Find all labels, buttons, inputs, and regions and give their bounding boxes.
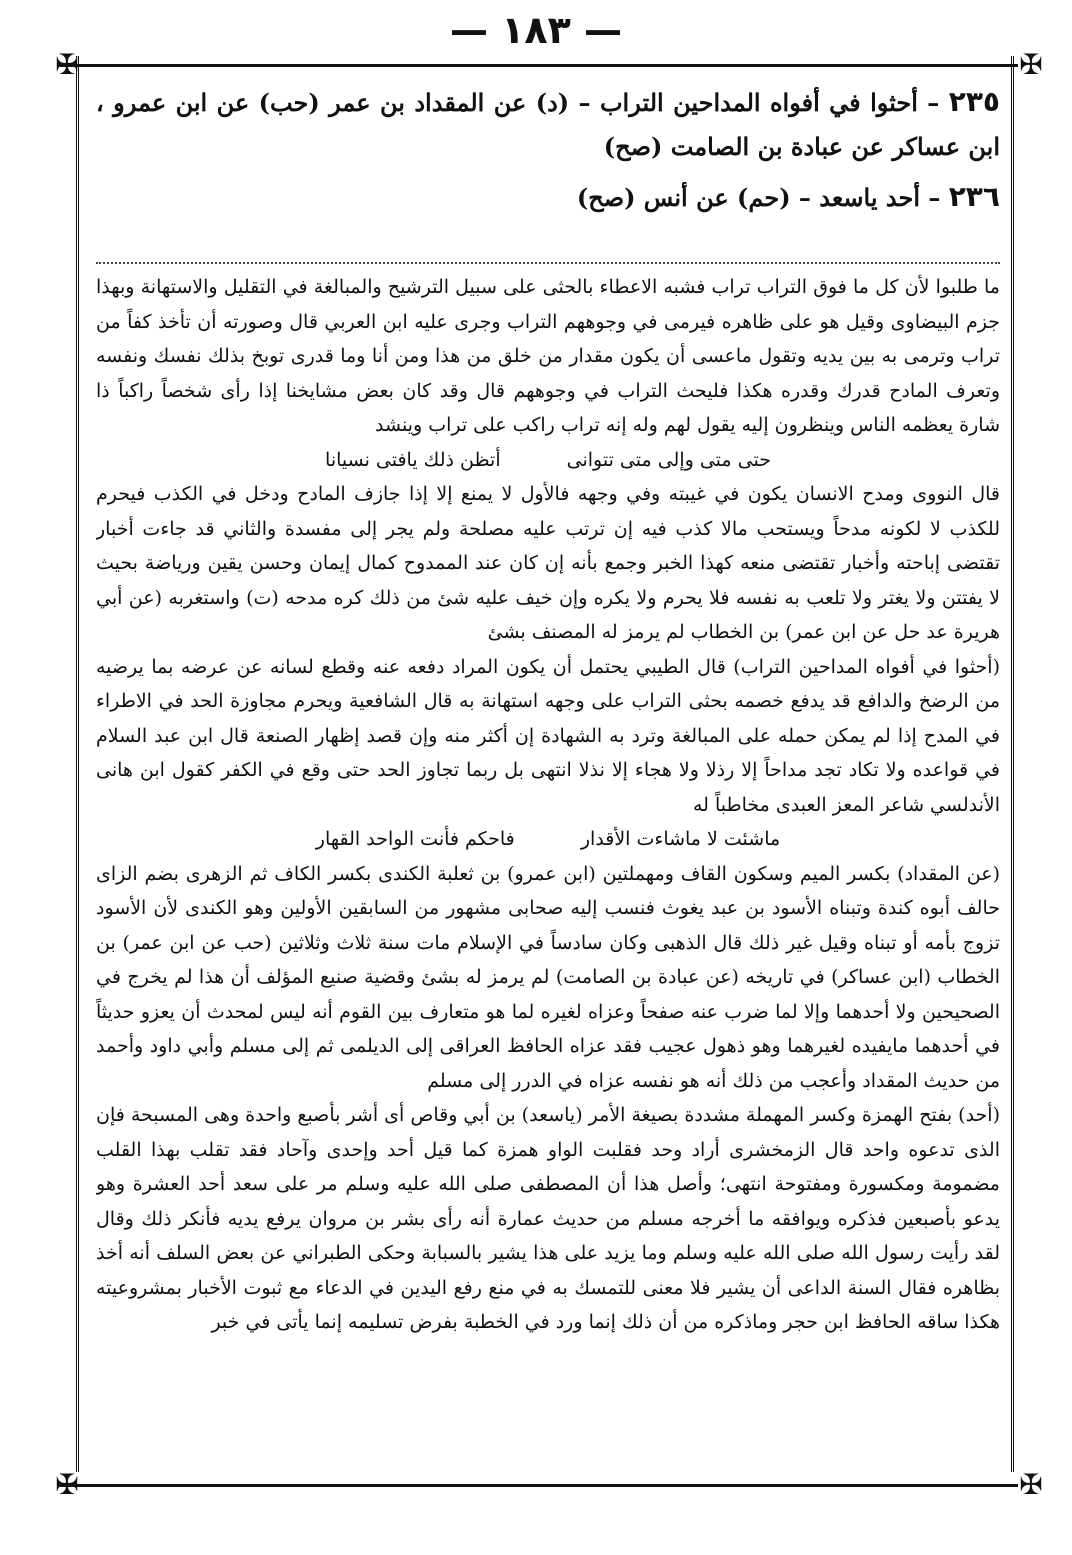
verse-hemistich: فاحكم فأنت الواحد القهار (315, 828, 515, 850)
poem-verse (96, 443, 1000, 478)
commentary-paragraph: (عن المقداد) بكسر الميم وسكون القاف ومهملتين (ابن عمرو) بن ثعلبة الكندى بكسر الكاف ثم الزهرى بضم الزاى حالف أبوه كندة وتبناه الأسود بن عبد يغوث فنسب إليه صحابى مشهور من السابقين الأولين وهو الكندى لأن الأسود تزوج بأمه أو تبناه وقيل غير ذلك قال الذهبى وكان سادساً في الإسلام مات سنة ثلاث وثلاثين (حب عن ابن عمر) بن الخطاب (ابن عساكر) في تاريخه (عن عبادة بن الصامت) لم يرمز له بشئ وقضية صنيع المؤلف أن هذا لم يخرج في الصحيحين ولا أحدهما وإلا لما ضرب عنه صفحاً وعزاه لغيره لما هو متعارف بين القوم أنه ليس لمحدث أن يعزو حديثاً في أحدهما مايفيده لغيرهما وهو ذهول عجيب فقد عزاه الحافظ العراقى إلى الديلمى ثم إلى مسلم وأبي داود وأحمد من حديث المقداد وأعجب من ذلك أنه هو نفسه عزاه في الدرر إلى مسلم (96, 862, 1000, 1092)
commentary-paragraph: (أحد) بفتح الهمزة وكسر المهملة مشددة بصيغة الأمر (ياسعد) بن أبي وقاص أى أشر بأصبع واحدة وهى المسبحة فإن الذى تدعوه واحد قال الزمخشرى أراد وحد فقلبت الواو همزة كما قيل أحد وإحدى وآحاد فقد تقلب بهذا القلب مضمومة ومكسورة ومفتوحة انتهى؛ وأصل هذا أن المصطفى صلى الله عليه وسلم مر على سعد أحد العشرة وهو يدعو بأصبعين فذكره ويوافقه ما أخرجه مسلم من حديث عمارة أنه رأى بشر بن مروان يرفع يديه فأنكر ذلك وقال لقد رأيت رسول الله صلى الله عليه وسلم وما يزيد على هذا يشير بالسبابة وحكى الطبراني عن بعض السلف أنه أخذ بظاهره فقال السنة الداعى أن يشير فلا معنى للتمسك به في منع رفع اليدين في الدعاء مع ثبوت الأخبار بمشروعيته هكذا ساقه الحافظ ابن حجر وماذكره من أن ذلك إنما ورد في الخطبة بفرض تسليمه إنما يأتى في خبر (96, 1104, 1000, 1333)
page-number: — ١٨٣ — (449, 8, 623, 52)
frame-bottom-rule (60, 1484, 1018, 1487)
hadith-number: ٢٣٦ (948, 180, 1000, 213)
poem-verse (96, 822, 1000, 857)
verse-hemistich: ماشئت لا ماشاءت الأقدار (580, 828, 781, 850)
corner-ornament-icon: ✠ (1019, 1468, 1043, 1501)
corner-ornament-icon: ✠ (55, 48, 79, 81)
verse-hemistich: أتظن ذلك يافتى نسيانا (325, 448, 501, 471)
commentary-paragraph: (أحثوا في أفواه المداحين التراب) قال الطيبي يحتمل أن يكون المراد دفعه عنه وقطع لسانه عن عرضه بما يرضيه من الرضخ والدافع قد يدفع خصمه بحثى التراب على وجهه استهانة به قال الشافعية ويحرم مجاوزة الحد في الاطراء في المدح إذا لم يمكن حمله على المبالغة وترد به الشهادة إن أكثر منه وإن قصد إظهار الصنعة قال ابن عبد السلام في قواعده ولا تكاد تجد مداحاً إلا رذلا ولا هجاء إلا نذلا انتهى بل ربما تجاوز الحد حتى وقع في الكفر كقول ابن هانى الأندلسي شاعر المعز العبدى مخاطباً له (96, 655, 1000, 816)
hadith-236 (96, 175, 1000, 220)
hadith-text-block (96, 80, 1000, 226)
dotted-separator (96, 262, 1000, 264)
frame-top-rule (60, 64, 1018, 67)
commentary-paragraph: قال النووى ومدح الانسان يكون في غيبته وفي وجهه فالأول لا يمنع إلا إذا جازف المادح ودخل في الكذب فيحرم للكذب لا لكونه مدحاً ويستحب مالا كذب فيه إن ترتب عليه مصلحة ولم يجر إلى مفسدة والثاني قد جاءت أخبار تقتضى إباحته وأخبار تقتضى منعه كهذا الخبر وجمع بأنه إن كان عند الممدوح كمال إيمان وحسن يقين ورياضة بحيث لا يفتتن ولا يغتر ولا تلعب به نفسه فلا يحرم ولا يكره وإن خيف عليه شئ من ذلك كره مدحه (ت) واستغربه (عن أبي هريرة عد حل عن ابن عمر) بن الخطاب لم يرمز له المصنف بشئ (96, 483, 1000, 643)
commentary-paragraph: ما طلبوا لأن كل ما فوق التراب تراب فشبه الاعطاء بالحثى على سبيل الترشيح والمبالغة في التقليل والاستهانة وبهذا جزم البيضاوى وقيل هو على ظاهره فيرمى في وجوههم التراب وجرى عليه ابن العربي قال وصورته أن تأخذ كفاً من تراب وترمى به بين يديه وتقول ماعسى أن يكون مقدار من خلق من هذا ومن أنا وما قدرى توبخ بذلك نفسك ونفسه وتعرف المادح قدرك وقدره هكذا فليحث التراب في وجوههم قال وقد كان بعض مشايخنا إذا رأى شخصاً راكباً ذا شارة يعظمه الناس وينظرون إليه يقول لهم وله إنه تراب راكب على تراب وينشد (96, 276, 1000, 436)
hadith-235 (96, 80, 1000, 169)
hadith-number: ٢٣٥ (948, 85, 1001, 118)
commentary-block (96, 270, 1000, 1470)
corner-ornament-icon: ✠ (1019, 48, 1043, 81)
verse-hemistich: حتى متى وإلى متى تتوانى (566, 448, 771, 471)
hadith-text: – أحد ياسعد – (حم) عن أنس (صح) (576, 183, 941, 212)
corner-ornament-icon: ✠ (55, 1468, 79, 1501)
hadith-text: – أحثوا في أفواه المداحين التراب – (د) عن المقداد بن عمر (حب) عن ابن عمرو ، ابن عساكر عن عبادة بن الصامت (صح) (96, 88, 1000, 161)
